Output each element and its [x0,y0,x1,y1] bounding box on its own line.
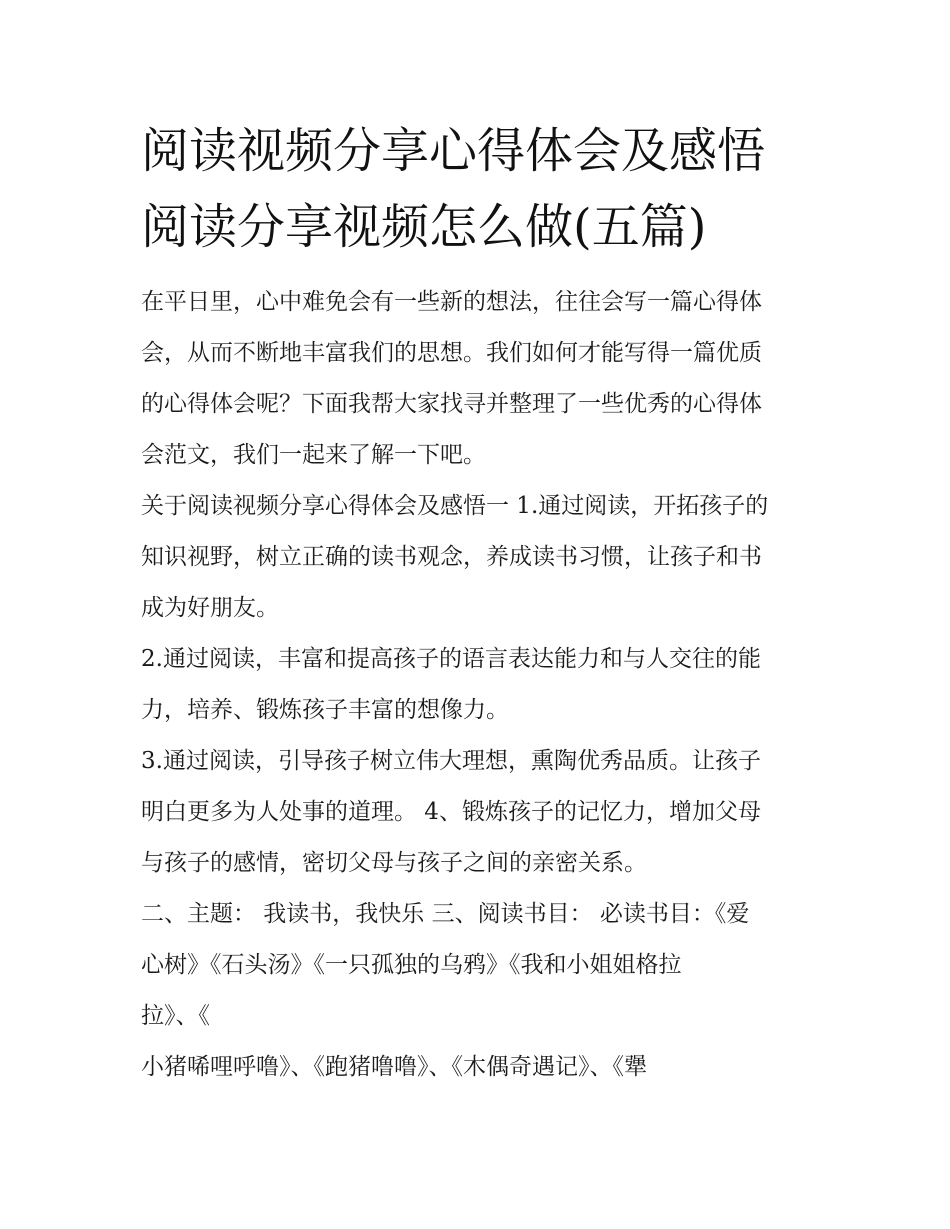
point-three-paragraph [141,736,821,889]
text-line: 关于阅读视频分享心得体会及感悟一 1.通过阅读，开拓孩子的 [141,493,769,519]
text-line: 在平日里，心中难免会有一些新的想法，往往会写一篇心得体 [141,289,762,315]
title-line-2: 阅读分享视频怎么做(五篇) [141,199,707,255]
text-line: 与孩子的感情，密切父母与孩子之间的亲密关系。 [141,850,647,876]
book-list-paragraph [141,1042,821,1093]
text-line: 小猪唏哩呼噜》、《跑猪噜噜》、《木偶奇遇记》、《犟 [141,1054,647,1080]
text-line: 拉》、《 [141,1003,210,1029]
text-line: 的心得体会呢？下面我帮大家找寻并整理了一些优秀的心得体 [141,391,762,417]
page-title [141,113,821,265]
text-line: 明白更多为人处事的道理。 4、锻炼孩子的记忆力，增加父母 [141,799,761,825]
text-line: 心树》《石头汤》《一只孤独的乌鸦》《我和小姐姐格拉 [141,952,682,978]
section-one-paragraph [141,481,821,634]
text-line: 二、主题： 我读书，我快乐 三、阅读书目： 必读书目：《爱 [141,901,750,927]
text-line: 会，从而不断地丰富我们的思想。我们如何才能写得一篇优质 [141,340,762,366]
text-line: 会范文，我们一起来了解一下吧。 [141,442,486,468]
theme-books-paragraph [141,889,821,1042]
title-line-1: 阅读视频分享心得体会及感悟 [141,123,766,179]
text-line: 力，培养、锻炼孩子丰富的想像力。 [141,697,509,723]
intro-paragraph [141,277,821,481]
text-line: 知识视野，树立正确的读书观念，养成读书习惯，让孩子和书 [141,544,762,570]
text-line: 2.通过阅读，丰富和提高孩子的语言表达能力和与人交往的能 [141,646,761,672]
text-line: 成为好朋友。 [141,595,279,621]
document-body [141,277,821,1093]
text-line: 3.通过阅读，引导孩子树立伟大理想，熏陶优秀品质。让孩子 [141,748,761,774]
point-two-paragraph [141,634,821,736]
